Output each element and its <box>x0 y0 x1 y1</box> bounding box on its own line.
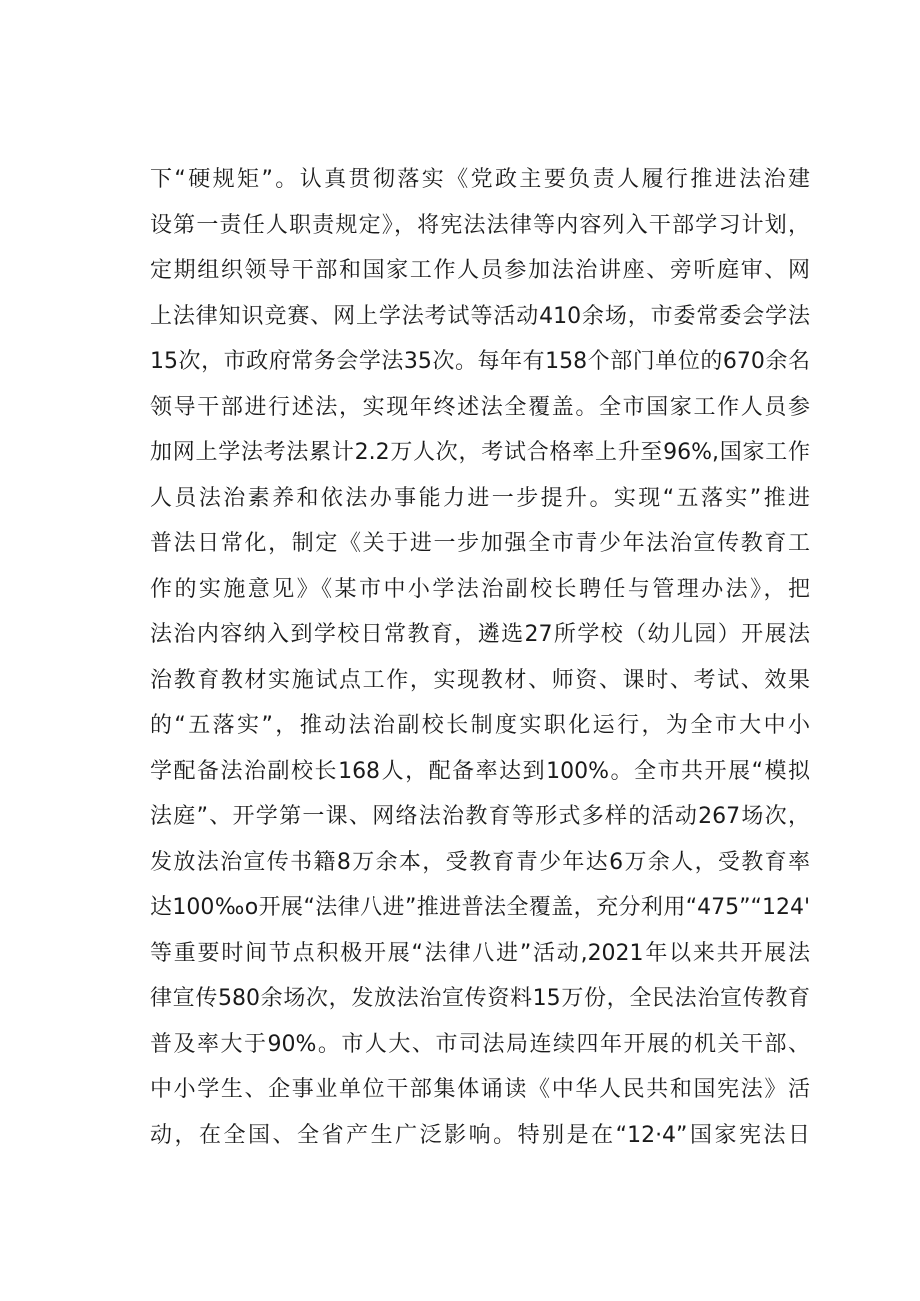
text-line: 的“五落实”，推动法治副校长制度实职化运行，为全市大中小 <box>150 713 811 738</box>
text-line: 普及率大于90%。市人大、市司法局连续四年开展的机关干部、 <box>150 1031 810 1057</box>
text-line: 治教育教材实施试点工作，实现教材、师资、课时、考试、效果 <box>150 667 810 693</box>
text-line: 法庭”、开学第一课、网络法治教育等形式多样的活动267场次， <box>150 804 811 829</box>
text-line: 下“硬规矩”。认真贯彻落实《党政主要负责人履行推进法治建 <box>150 167 811 192</box>
text-line: 上法律知识竞赛、网上学法考试等活动410余场，市委常委会学法 <box>150 303 810 329</box>
text-line: 等重要时间节点积极开展“法律八进”活动,2021年以来共开展法 <box>150 940 810 966</box>
text-line: 设第一责任人职责规定》，将宪法法律等内容列入干部学习计划， <box>150 212 810 238</box>
text-line: 律宣传580余场次，发放法治宣传资料15万份，全民法治宣传教育 <box>150 986 810 1011</box>
text-line: 发放法治宣传书籍8万余本，受教育青少年达6万余人，受教育率 <box>150 849 810 875</box>
text-line: 学配备法治副校长168人，配备率达到100%。全市共开展“模拟 <box>150 758 810 784</box>
text-line: 作的实施意见》《某市中小学法治副校长聘任与管理办法》，把 <box>150 576 810 602</box>
text-line: 法治内容纳入到学校日常教育，遴选27所学校（幼儿园）开展法 <box>150 622 810 647</box>
text-line: 加网上学法考法累计2.2万人次，考试合格率上升至96%,国家工作 <box>150 440 810 465</box>
text-line: 达100‰o开展“法律八进”推进普法全覆盖，充分利用“475”“124' <box>150 895 810 920</box>
text-line: 15次，市政府常务会学法35次。每年有158个部门单位的670余名 <box>150 349 810 374</box>
text-line: 人员法治素养和依法办事能力进一步提升。实现“五落实”推进 <box>150 485 810 511</box>
text-line: 动，在全国、全省产生广泛影响。特别是在“12·4”国家宪法日 <box>150 1122 810 1148</box>
text-line: 中小学生、企事业单位干部集体诵读《中华人民共和国宪法》活 <box>150 1077 810 1102</box>
text-line: 定期组织领导干部和国家工作人员参加法治讲座、旁听庭审、网 <box>150 258 810 283</box>
text-line: 普法日常化，制定《关于进一步加强全市青少年法治宣传教育工 <box>150 531 810 556</box>
text-line: 领导干部进行述法，实现年终述法全覆盖。全市国家工作人员参 <box>150 394 810 420</box>
body-paragraph <box>150 157 810 1158</box>
